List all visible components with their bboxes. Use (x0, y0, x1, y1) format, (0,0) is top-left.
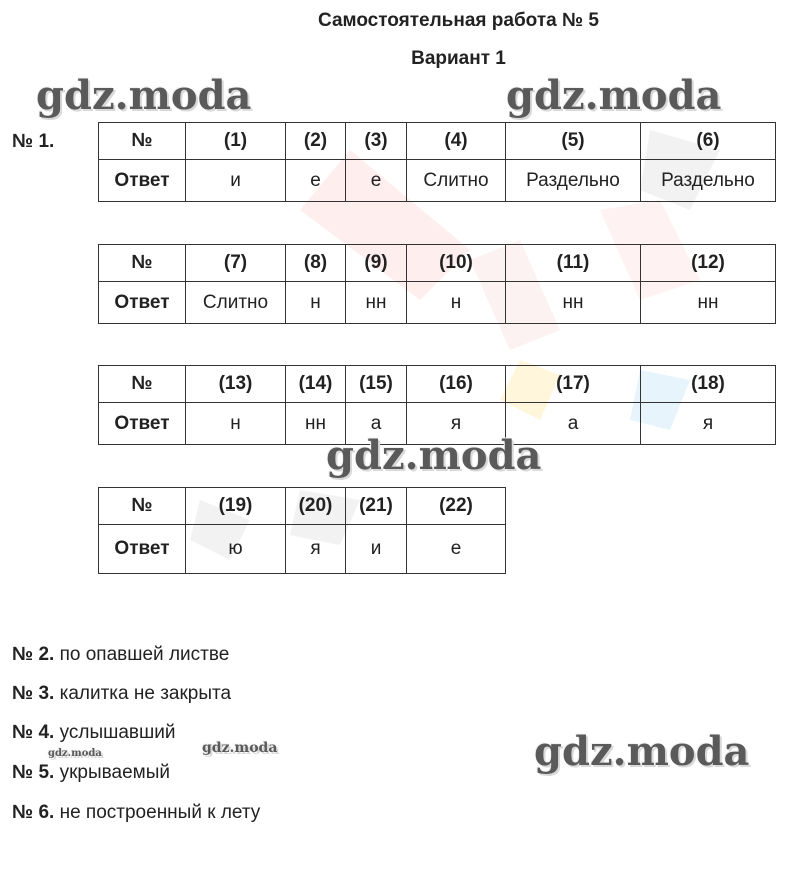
answer-label: Ответ (99, 403, 186, 445)
watermark: gdz.moda (48, 748, 102, 759)
answer-cell: а (346, 403, 407, 445)
task-answer: услышавший (59, 722, 176, 743)
answer-table-2 (98, 244, 776, 324)
answer-cell: н (407, 282, 506, 324)
number-cell: (4) (407, 123, 506, 160)
task-line (12, 683, 231, 705)
number-cell: (1) (186, 123, 286, 160)
number-cell: (21) (346, 488, 407, 525)
task-number: № 2. (12, 644, 55, 665)
header-label: № (99, 366, 186, 403)
number-cell: (9) (346, 245, 407, 282)
number-cell: (20) (286, 488, 346, 525)
task-line (12, 644, 229, 666)
number-cell: (16) (407, 366, 506, 403)
watermark: gdz.moda (506, 72, 722, 119)
answer-cell: нн (641, 282, 776, 324)
answer-cell: Слитно (407, 160, 506, 202)
answer-cell: я (407, 403, 506, 445)
task-number: № 5. (12, 762, 55, 783)
variant-title: Вариант 1 (411, 48, 506, 69)
answer-cell: я (286, 525, 346, 574)
answer-cell: Раздельно (641, 160, 776, 202)
header-label: № (99, 123, 186, 160)
task-line (12, 802, 260, 824)
number-cell: (10) (407, 245, 506, 282)
answer-cell: нн (346, 282, 407, 324)
header-label: № (99, 245, 186, 282)
watermark: gdz.moda (326, 432, 542, 479)
answer-cell: нн (506, 282, 641, 324)
watermark: gdz.moda (36, 72, 252, 119)
answer-cell: Слитно (186, 282, 286, 324)
number-cell: (8) (286, 245, 346, 282)
number-cell: (5) (506, 123, 641, 160)
number-cell: (11) (506, 245, 641, 282)
answer-cell: а (506, 403, 641, 445)
answer-label: Ответ (99, 525, 186, 574)
task-line (12, 762, 170, 784)
task-number: № 4. (12, 722, 55, 743)
answer-label: Ответ (99, 160, 186, 202)
number-cell: (3) (346, 123, 407, 160)
number-cell: (14) (286, 366, 346, 403)
number-cell: (22) (407, 488, 506, 525)
answer-cell: и (186, 160, 286, 202)
task-answer: укрываемый (59, 762, 170, 783)
watermark: gdz.moda (202, 740, 278, 756)
number-cell: (12) (641, 245, 776, 282)
number-cell: (19) (186, 488, 286, 525)
number-cell: (18) (641, 366, 776, 403)
task-1-label: № 1. (12, 131, 55, 152)
task-answer: калитка не закрыта (59, 683, 232, 704)
answer-cell: н (186, 403, 286, 445)
task-answer: не построенный к лету (59, 802, 261, 823)
answer-table-4 (98, 487, 506, 574)
number-cell: (2) (286, 123, 346, 160)
answer-cell: нн (286, 403, 346, 445)
page-title: Самостоятельная работа № 5 (318, 10, 599, 31)
answer-cell: н (286, 282, 346, 324)
task-answer: по опавшей листве (59, 644, 230, 665)
task-number: № 3. (12, 683, 55, 704)
header-label: № (99, 488, 186, 525)
task-number: № 6. (12, 802, 55, 823)
number-cell: (6) (641, 123, 776, 160)
answer-cell: и (346, 525, 407, 574)
number-cell: (17) (506, 366, 641, 403)
number-cell: (7) (186, 245, 286, 282)
answer-cell: е (346, 160, 407, 202)
answer-cell: Раздельно (506, 160, 641, 202)
answer-cell: я (641, 403, 776, 445)
answer-cell: е (286, 160, 346, 202)
number-cell: (15) (346, 366, 407, 403)
answer-label: Ответ (99, 282, 186, 324)
answer-table-1 (98, 122, 776, 202)
answer-cell: е (407, 525, 506, 574)
task-line (12, 722, 176, 744)
watermark: gdz.moda (534, 728, 750, 775)
answer-cell: ю (186, 525, 286, 574)
number-cell: (13) (186, 366, 286, 403)
